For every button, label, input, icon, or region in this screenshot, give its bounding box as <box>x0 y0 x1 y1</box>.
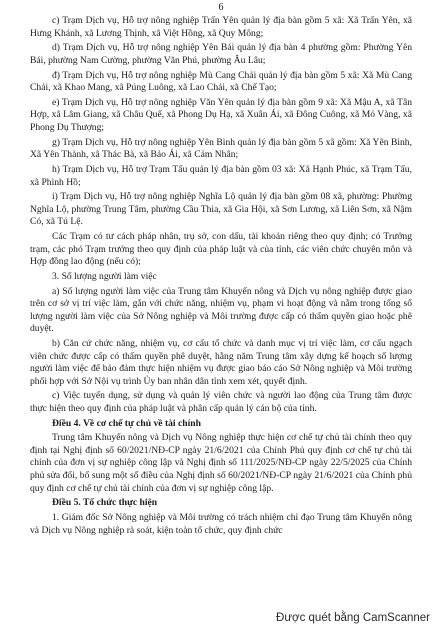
paragraph: i) Trạm Dịch vụ, Hỗ trợ nông nghiệp Nghĩa Lộ quản lý địa bàn gồm 08 xã, phường: Phường Nghĩa Lộ, phường Trung Tâm, phường Cầu Thìa, xã Gia Hội, xã Sơn Lương, xã Liên Sơn, xã Nậm Có, xã Tú Lệ. <box>30 191 412 228</box>
paragraph: a) Số lượng người làm việc của Trung tâm Khuyến nông và Dịch vụ nông nghiệp được giao trên cơ sở vị trí việc làm, gắn với chức năng, nhiệm vụ, phạm vi hoạt động và nằm trong tổng số lượng người làm việc của Sở Nông nghiệp và Môi trường được cấp có thẩm quyền giao hoặc phê duyệt. <box>30 285 412 335</box>
paragraph: đ) Trạm Dịch vụ, Hỗ trợ nông nghiệp Mù Cang Chải quản lý địa bàn gồm 5 xã: Xã Mù Cang Chải, xã Khao Mang, xã Púng Luông, xã Lao Chải, xã Chế Tạo; <box>30 69 412 94</box>
paragraph: e) Trạm Dịch vụ, Hỗ trợ nông nghiệp Văn Yên quản lý địa bàn gồm 9 xã: Xã Mậu A, xã Tân Hợp, xã Lâm Giang, xã Châu Quế, xã Phong Dụ Hạ, xã Xuân Ái, xã Đông Cuông, xã Mỏ Vàng, xã Phong Dụ Thượng; <box>30 96 412 133</box>
paragraph: b) Căn cứ chức năng, nhiệm vụ, cơ cấu tổ chức và danh mục vị trí việc làm, cơ cấu ngạch viên chức được cấp có thẩm quyền phê duyệt, hằng năm Trung tâm xây dựng kế hoạch số lượng người làm việc để bảo đảm thực hiện nhiệm vụ được giao báo cáo Sở Nông nghiệp và Môi trường phối hợp với Sở Nội vụ trình Ủy ban nhân dân tỉnh xem xét, quyết định. <box>30 338 412 387</box>
paragraph: c) Trạm Dịch vụ, Hỗ trợ nông nghiệp Trấn Yên quản lý địa bàn gồm 5 xã: Xã Trấn Yên, xã Hưng Khánh, xã Lương Thịnh, xã Việt Hồng, xã Quy Mông; <box>30 15 412 39</box>
paragraph: c) Việc tuyển dụng, sử dụng và quản lý viên chức và người lao động của Trung tâm được thực hiện theo quy định của pháp luật và phân cấp quản lý cán bộ của tỉnh. <box>30 390 412 414</box>
document-body <box>30 15 412 539</box>
paragraph: Các Trạm có tư cách pháp nhân, trụ sở, con dấu, tài khoản riêng theo quy định; có Trưởng trạm, các phó Trạm trưởng theo quy định của pháp luật và của tỉnh, các viên chức chuyên môn và Hợp đồng lao động (nếu có); <box>30 231 412 268</box>
paragraph: g) Trạm Dịch vụ, Hỗ trợ nông nghiệp Yên Bình quản lý địa bàn gồm 5 xã gồm: Xã Yên Bình, Xã Yên Thành, xã Thác Bà, xã Bảo Ái, xã Cảm Nhân; <box>30 136 412 161</box>
paragraph: Trung tâm Khuyến nông và Dịch vụ Nông nghiệp thực hiện cơ chế tự chủ tài chính theo quy định tại Nghị định số 60/2021/NĐ-CP ngày 21/6/2021 của Chính Phủ quy định cơ chế tự chủ tài chính của đơn vị sự nghiệp công lập và Nghị định số 111/2025/NĐ-CP ngày 22/5/2025 của Chính phủ sửa đổi, bổ sung một số điều của Nghị định số 60/2021/NĐ-CP ngày 21/6/2021 của Chính phủ quy định cơ chế tự chủ tài chính của đơn vị sự nghiệp công lập. <box>30 432 412 494</box>
section-heading: 3. Số lượng người làm việc <box>52 270 157 282</box>
article-heading: Điều 4. Về cơ chế tự chủ về tài chính <box>52 417 201 429</box>
paragraph: h) Trạm Dịch vụ, Hỗ trợ Trạm Tấu quản lý địa bàn gồm 03 xã: Xã Hạnh Phúc, xã Trạm Tấu, xã Phình Hồ; <box>30 163 412 188</box>
paragraph: d) Trạm Dịch vụ, Hỗ trợ nông nghiệp Yên Bái quản lý địa bàn 4 phường gồm: Phường Yên Bái, phường Nam Cường, phường Văn Phú, phường Âu Lâu; <box>30 42 412 66</box>
paragraph: 1. Giám đốc Sở Nông nghiệp và Môi trường có trách nhiệm chỉ đạo Trung tâm Khuyến nông và Dịch vụ Nông nghiệp rà soát, kiện toàn tổ chức, quy định chức <box>30 512 412 536</box>
article-heading: Điều 5. Tổ chức thực hiện <box>52 497 158 509</box>
page-number: 6 <box>218 2 224 13</box>
scanner-watermark: Được quét bằng CamScanner <box>276 612 430 624</box>
